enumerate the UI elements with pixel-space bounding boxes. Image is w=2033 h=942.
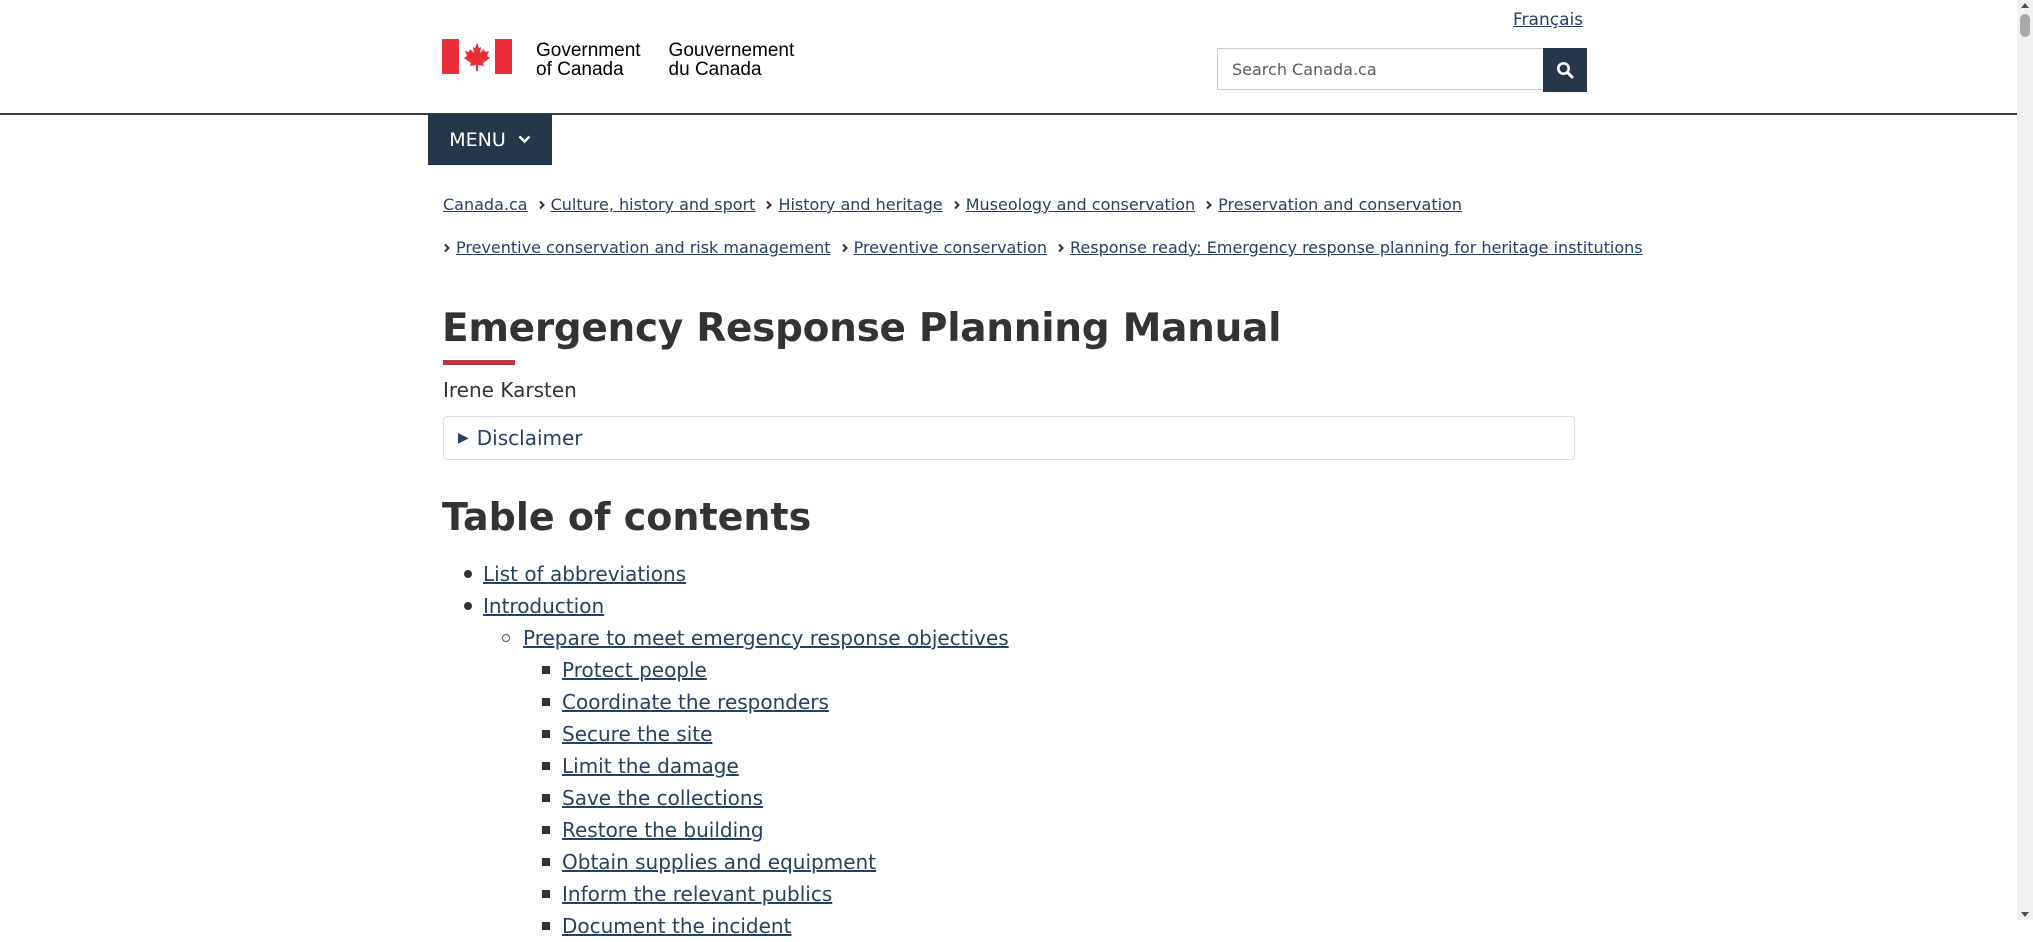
- breadcrumb-link-canada-ca[interactable]: Canada.ca: [443, 195, 528, 214]
- list-item: [443, 878, 1009, 910]
- square-bullet-icon: [542, 826, 550, 834]
- disclaimer-toggle[interactable]: [443, 416, 1575, 460]
- square-bullet-icon: [542, 858, 550, 866]
- wordmark-en-line2: of Canada: [536, 59, 624, 80]
- search-icon: [1556, 61, 1574, 79]
- bullet-icon: [464, 602, 472, 610]
- toc-heading: Table of contents: [442, 495, 812, 539]
- chevron-right-icon: [765, 200, 773, 210]
- breadcrumb-item: [443, 238, 831, 257]
- chevron-right-icon: [538, 200, 546, 210]
- title-accent-rule: [443, 360, 515, 365]
- breadcrumb-item: [953, 195, 1195, 214]
- breadcrumb: [443, 183, 1643, 269]
- list-item: [443, 654, 1009, 686]
- chevron-right-icon: [443, 243, 451, 253]
- breadcrumb-item: [1205, 195, 1462, 214]
- scroll-up-arrow-icon[interactable]: [2021, 3, 2029, 8]
- toc-link[interactable]: Coordinate the responders: [562, 690, 829, 714]
- breadcrumb-link-preventive-risk[interactable]: Preventive conservation and risk management: [456, 238, 831, 257]
- government-of-canada-logo[interactable]: [442, 39, 794, 79]
- menu-button[interactable]: [428, 114, 552, 165]
- page-title: Emergency Response Planning Manual: [442, 306, 1282, 351]
- circle-bullet-icon: [502, 634, 510, 642]
- chevron-right-icon: [841, 243, 849, 253]
- breadcrumb-link-preservation[interactable]: Preservation and conservation: [1218, 195, 1462, 214]
- toc-link[interactable]: Prepare to meet emergency response objectives: [523, 626, 1009, 650]
- chevron-right-icon: [1057, 243, 1065, 253]
- menu-label: MENU: [449, 128, 506, 151]
- list-item: [443, 558, 1009, 590]
- canada-flag-icon: [442, 39, 512, 74]
- list-item: [443, 622, 1009, 654]
- breadcrumb-link-preventive-conservation[interactable]: Preventive conservation: [853, 238, 1047, 257]
- list-item: [443, 910, 1009, 942]
- vertical-scrollbar[interactable]: [2017, 0, 2033, 920]
- search-form: [1217, 48, 1587, 92]
- toc-link[interactable]: List of abbreviations: [483, 562, 687, 586]
- disclaimer-label: Disclaimer: [476, 426, 583, 450]
- toc-link[interactable]: Document the incident: [562, 914, 792, 938]
- breadcrumb-item: [765, 195, 942, 214]
- breadcrumb-item: [443, 195, 528, 214]
- toc-link[interactable]: Introduction: [483, 594, 605, 618]
- breadcrumb-item: [841, 238, 1047, 257]
- list-item: [443, 782, 1009, 814]
- wordmark-french: [669, 41, 795, 79]
- toc-link[interactable]: Inform the relevant publics: [562, 882, 833, 906]
- toc-link[interactable]: Protect people: [562, 658, 707, 682]
- breadcrumb-item: [1057, 238, 1643, 257]
- triangle-right-icon: ▶: [458, 430, 469, 446]
- wordmark-english: [536, 41, 641, 79]
- list-item: [443, 814, 1009, 846]
- square-bullet-icon: [542, 762, 550, 770]
- list-item: [443, 686, 1009, 718]
- breadcrumb-link-response-ready[interactable]: Response ready: Emergency response planning for heritage institutions: [1070, 238, 1643, 257]
- square-bullet-icon: [542, 698, 550, 706]
- breadcrumb-link-culture[interactable]: Culture, history and sport: [550, 195, 756, 214]
- chevron-right-icon: [953, 200, 961, 210]
- list-item: [443, 590, 1009, 622]
- square-bullet-icon: [542, 890, 550, 898]
- search-input[interactable]: [1217, 48, 1543, 90]
- search-button[interactable]: [1543, 48, 1587, 92]
- bullet-icon: [464, 570, 472, 578]
- list-item: [443, 718, 1009, 750]
- author-name: Irene Karsten: [443, 378, 577, 402]
- chevron-right-icon: [1205, 200, 1213, 210]
- toc-link[interactable]: Obtain supplies and equipment: [562, 850, 877, 874]
- wordmark-fr-line1: Gouvernement: [668, 40, 795, 61]
- square-bullet-icon: [542, 794, 550, 802]
- scrollbar-thumb[interactable]: [2020, 14, 2030, 37]
- toc-link[interactable]: Restore the building: [562, 818, 764, 842]
- list-item: [443, 750, 1009, 782]
- wordmark-fr-line2: du Canada: [668, 59, 762, 80]
- chevron-down-icon: [518, 135, 531, 144]
- breadcrumb-item: [538, 195, 756, 214]
- list-item: [443, 846, 1009, 878]
- breadcrumb-link-museology[interactable]: Museology and conservation: [965, 195, 1196, 214]
- wordmark-en-line1: Government: [536, 40, 641, 61]
- language-toggle-link[interactable]: Français: [1513, 10, 1584, 30]
- toc-link[interactable]: Save the collections: [562, 786, 764, 810]
- square-bullet-icon: [542, 922, 550, 930]
- site-header: [0, 0, 2017, 115]
- toc-link[interactable]: Limit the damage: [562, 754, 739, 778]
- square-bullet-icon: [542, 666, 550, 674]
- table-of-contents: [443, 558, 1009, 942]
- breadcrumb-link-history[interactable]: History and heritage: [778, 195, 943, 214]
- scroll-down-arrow-icon[interactable]: [2021, 912, 2029, 917]
- toc-link[interactable]: Secure the site: [562, 722, 713, 746]
- square-bullet-icon: [542, 730, 550, 738]
